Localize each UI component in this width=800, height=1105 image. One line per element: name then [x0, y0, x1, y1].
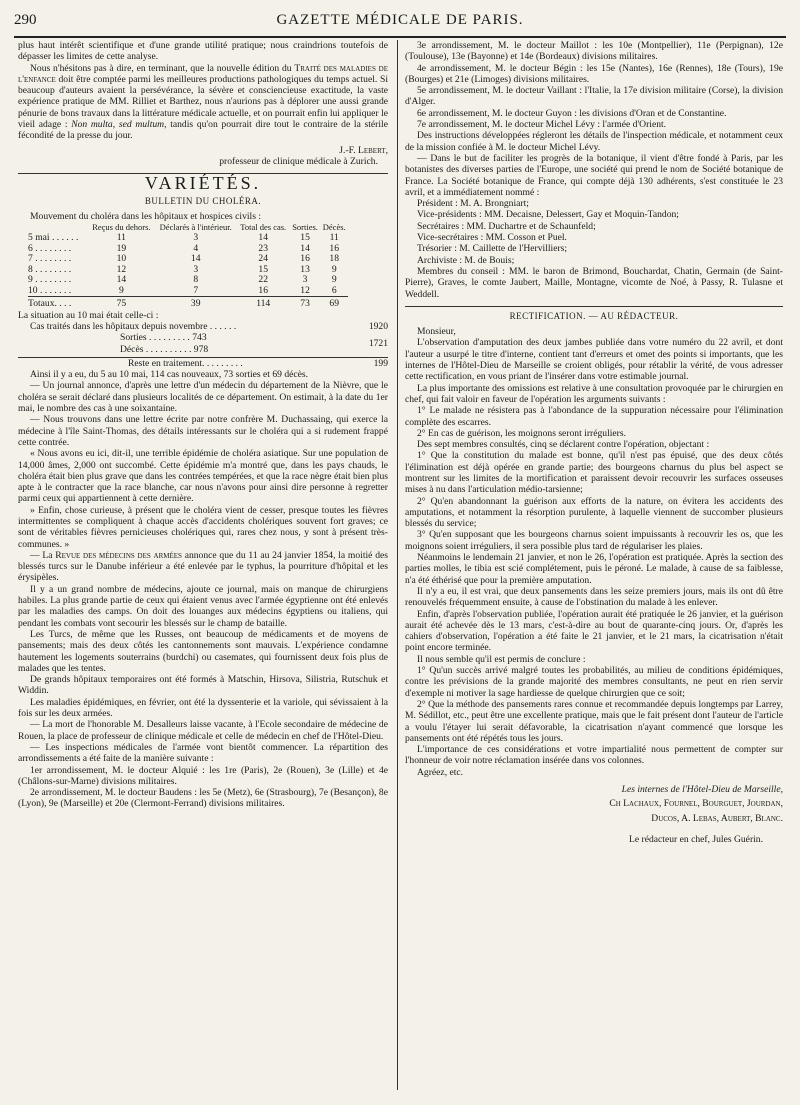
table-cell: 10 — [116, 253, 127, 265]
paragraph: 6e arrondissement, M. le docteur Guyon : les divisions d'Oran et de Constantine. — [417, 107, 727, 119]
table-total-cell: 69 — [320, 297, 348, 310]
paragraph: Des sept membres consultés, cinq se déclarent contre l'opération, objectant : — [417, 439, 710, 451]
paragraph: — Dans le but de faciliter les progrès de la botanique, il vient d'être fondé à Paris, par les botanistes des diverses parties de l'Europe, une société qui prend le nom de Société botanique de France. La Société botanique de France, qui compte déjà 130 adhérents, s'est constituée le 23 avril, et a immédiatement nommé : — [405, 152, 783, 198]
paragraph: Les maladies épidémiques, en février, ont été la dyssenterie et la variole, qui sévissaient à la fois sur les deux armées. — [18, 696, 388, 720]
paragraph: — La mort de l'honorable M. Desalleurs laisse vacante, à l'Ecole secondaire de médecine de Rouen, la place de professeur de clinique médicale et celle de médecin en chef de l'Hôtel-Dieu. — [18, 719, 388, 742]
table-row — [28, 286, 348, 297]
table-cell: 18 — [329, 253, 339, 265]
table-cell: 24 — [258, 253, 269, 265]
table-total-cell: 75 — [88, 297, 155, 310]
paragraph: 1° Le malade ne résistera pas à l'abondance de la suppuration nécessaire pour l'élimination complète des escarres. — [405, 405, 783, 428]
table-header-cell: Déclarés à l'intérieur. — [159, 222, 232, 233]
table-cell: 15 — [258, 263, 269, 275]
table-cell: 14 — [190, 253, 201, 265]
paragraph: 2e arrondissement, M. le docteur Baudens : les 5e (Metz), 6e (Strasbourg), 7e (Besançon), 8e (Lyon), 9e (Marseille) et 20e (Clermont-Ferrand) divisions militaires. — [18, 787, 388, 810]
journal-name: Revue des médecins des armées — [55, 549, 182, 561]
letter-signatories: Les internes de l'Hôtel-Dieu de Marseille, — [621, 784, 783, 795]
table-cell: 12 — [116, 263, 127, 275]
journal-title: GAZETTE MÉDICALE DE PARIS. — [276, 12, 524, 28]
salutation: Monsieur, — [417, 326, 456, 338]
table-total-cell: 73 — [290, 297, 321, 310]
reste-line — [18, 357, 388, 369]
paragraph: L'importance de ces considérations et votre impartialité nous permettent de compter sur l'honneur de voir notre réclamation insérée dans vos colonnes. — [405, 744, 783, 767]
table-cell: 14 — [116, 274, 127, 286]
table-header-cell: Reçus du dehors. — [92, 222, 151, 233]
table-caption: Mouvement du choléra dans les hôpitaux et hospices civils : — [30, 210, 261, 222]
book-title: Traité des maladies de l'enfance — [18, 62, 388, 85]
paragraph: De grands hôpitaux temporaires ont été formés à Matschin, Hirsova, Silistria, Rutschuk et Widdin. — [18, 674, 388, 697]
paragraph: 2° En cas de guérison, les moignons seront irréguliers. — [417, 427, 626, 439]
left-column — [18, 40, 388, 810]
paragraph: 7e arrondissement, M. le docteur Michel Lévy : l'armée d'Orient. — [417, 119, 667, 131]
cholera-table — [28, 222, 348, 310]
cases-value: 1920 — [368, 320, 388, 332]
text: Nous n'hésitons pas à dire, en terminant, que la nouvelle édition du — [30, 62, 292, 74]
section-rule — [405, 306, 783, 307]
bulletin-heading: BULLETIN DU CHOLÉRA. — [144, 195, 262, 206]
column-divider — [397, 40, 398, 1090]
table-cell: 16 — [300, 253, 310, 265]
paragraph: 3° Qu'en supposant que les bourgeons charnus soient impuissants à recouvrir les os, que les moignons soient irréguliers, il sera possible plus tard de régulariser les plaies. — [405, 529, 783, 552]
paragraph: Il n'y a eu, il est vrai, que deux pansements dans les seize premiers jours, mais ils ont dû être renouvelés fréquemment ensuite, à cause de l'obstination du malade à les enlever. — [405, 585, 783, 609]
table-cell: 7 . . . . . . . . — [28, 253, 72, 265]
paragraph: Il y a un grand nombre de médecins, ajoute ce journal, mais on manque de chirurgiens habiles. La plus grande partie de ceux qui étaient venus avec l'armée égyptienne ont été enlevés par les maladies des camps. On doit des louanges aux médecins égyptiens ou italiens, qui pendant les combats vont secourir les blessés sur le champ de bataille. — [18, 583, 388, 629]
reste-value: 199 — [373, 357, 388, 369]
signatory-names: Ducos, A. Lebas, Aubert, Blanc. — [651, 812, 783, 824]
signature-title: professeur de clinique médicale à Zurich. — [219, 155, 378, 167]
table-totals-row — [28, 297, 348, 310]
list-item: Président : M. A. Brongniart; — [417, 198, 529, 210]
text: — La — [30, 549, 53, 561]
table-cell: 6 . . . . . . . . — [28, 242, 72, 254]
paragraph: L'observation d'amputation des deux jambes publiée dans votre numéro du 22 avril, et dont l'auteur a usurpé le titre d'interne, contient tant d'erreurs et omet des points si importants, que les internes de l'Hôtel-Dieu de Marseille se croient obligés, pour rétablir la vérité, de vous adresser cette rectification, en vous priant de l'insérer dans votre estimable journal. — [405, 337, 783, 383]
paragraph-revue — [18, 550, 388, 584]
table-cell: 14 — [258, 232, 269, 244]
table-header-cell: Sorties. — [292, 222, 318, 233]
list-item: Secrétaires : MM. Duchartre et de Schaunfeld; — [417, 220, 596, 232]
table-cell: 9 — [331, 274, 337, 286]
sorties-label: Sorties . . . . . . . . . 743 — [120, 332, 207, 344]
paragraph: Néanmoins le lendemain 21 janvier, et non le 26, l'opération est pratiquée. Après la section des parties molles, le tibia est scié complétement, puis le péroné. Le malade, à cause de sa faiblesse, n'a été éthérisé que pour la première amputation. — [405, 552, 783, 586]
latin-adage: Non multa, sed multum, — [71, 119, 167, 131]
table-total-cell: Totaux. . . . — [28, 297, 88, 310]
table-total-cell: 114 — [237, 297, 290, 310]
table-cell: 12 — [300, 284, 310, 296]
table-cell: 4 — [193, 242, 199, 254]
paragraph: 3e arrondissement, M. le docteur Maillot : les 10e (Montpellier), 11e (Perpignan), 12e (Toulouse), 13e (Bayonne) et 14e (Bordeaux) divisions militaires. — [405, 40, 783, 63]
rectification-heading: RECTIFICATION. — AU RÉDACTEUR. — [509, 310, 679, 321]
table-cell: 15 — [300, 232, 310, 244]
paragraph: Des instructions développées régleront les détails de l'inspection médicale, et notamment ceux de la mission confiée à M. le docteur Michel Lévy. — [405, 130, 783, 153]
table-cell: 10 . . . . . . . — [28, 284, 72, 296]
section-heading: VARIÉTÉS. — [144, 173, 262, 194]
page-header — [14, 10, 786, 38]
table-body — [28, 233, 348, 310]
paragraph: 1er arrondissement, M. le docteur Alquié : les 1re (Paris), 2e (Rouen), 3e (Lille) et 4e (Châlons-sur-Marne) divisions militaires. — [18, 764, 388, 787]
table-cell: 11 — [116, 232, 126, 244]
table-cell: 9 — [118, 284, 124, 296]
paragraph: plus haut intérêt scientifique et d'une grande utilité pratique; nous craindrions toutefois de dépasser les limites de cette analyse. — [18, 40, 388, 63]
table-cell: 9 . . . . . . . . — [28, 274, 72, 286]
editor-signature: Le rédacteur en chef, Jules Guérin. — [629, 833, 763, 845]
table-header-cell: Décès. — [322, 222, 346, 233]
paragraph: Ainsi il y a eu, du 5 au 10 mai, 114 cas nouveaux, 73 sorties et 69 décès. — [30, 369, 309, 381]
deces-label: Décès . . . . . . . . . . 978 — [120, 343, 209, 355]
text: annonce que du 11 au 24 janvier 1854, la moitié des blessés turcs sur le Danube inférieur a été enlevée par le typhus, la pourriture d'hôpital et les érysipèles. — [18, 549, 388, 584]
table-cell: 14 — [300, 242, 310, 254]
table-cell: 11 — [329, 232, 339, 244]
paragraph: — Un journal annonce, d'après une lettre d'un médecin du département de la Nièvre, que le choléra se serait déclaré dans plusieurs localités de ce département. On estimait, à la date du 1er mai, le nombre des cas à une soixantaine. — [18, 380, 388, 415]
cases-label: Cas traités dans les hôpitaux depuis novembre . . . . . . — [30, 320, 237, 332]
table-cell: 3 — [193, 263, 199, 275]
table-cell: 16 — [329, 242, 339, 254]
paragraph: 2° Que la méthode des pansements rares connue et recommandée depuis longtemps par Larrey, M. Sédillot, etc., peut être une excellente pratique, mais que le fait présent dont l'auteur de l'article a voulu l'étayer lui serait défavorable, la cicatrisation n'ayant commencé que lorsque les pansements ont été répétés tous les jours. — [405, 698, 783, 744]
paragraph: 5e arrondissement, M. le docteur Vaillant : l'Italie, la 17e division militaire (Corse), la division d'Alger. — [405, 85, 783, 108]
table-cell: 19 — [116, 242, 127, 254]
paragraph: La plus importante des omissions est relative à une consultation provoquée par le chirurgien en chef, qui fait valoir en faveur de l'opération les arguments suivants : — [405, 382, 783, 405]
page-number: 290 — [14, 12, 37, 28]
table-cell: 23 — [258, 242, 269, 254]
table-total-cell: 39 — [155, 297, 237, 310]
author-name: J.-F. Lebert, — [339, 144, 388, 156]
table-cell: 8 . . . . . . . . — [28, 263, 72, 275]
text: doit être comptée parmi les meilleures productions pathologiques du temps actuel. Si beaucoup d'auteurs avaient la persévérance, la sévère et consciencieuse exactitude, la vaste expérience pratique de MM. Rilliet et Barthez, nous n'aurions pas à déplorer une aussi grande pénurie de bons travaux dans la littérature médicale actuelle, et on pourrait enfin lui appliquer le vieil adage : — [18, 73, 389, 131]
situation-text: La situation au 10 mai était celle-ci : — [18, 309, 159, 321]
paragraph: Les Turcs, de même que les Russes, ont beaucoup de médicaments et de moyens de pansements; mais des deux côtés les cantonnements sont mauvais. L'expérience condamne hautement les logements souterrains (burdchi) ou casemates, qui fournissent deux fois plus de malades que les tentes. — [18, 628, 388, 674]
paragraph: — Les inspections médicales de l'armée vont bientôt commencer. La répartition des arrondissements a été faite de la manière suivante : — [18, 741, 388, 765]
cases-line — [18, 321, 388, 332]
list-item: Vice-présidents : MM. Decaisne, Delessert, Gay et Moquin-Tandon; — [417, 209, 679, 221]
sorties-deces-labels — [30, 332, 208, 355]
quote-paragraph: « Nous avons eu ici, dit-il, une terrible épidémie de choléra asiatique. Sur une population de 14,000 âmes, 2,000 ont succombé. Cette épidémie m'a montré que, dans les pays chauds, le choléra était bien plus grave que dans les contrées tempérées, et que la race nègre était bien plus apte à le contracter que la race blanche, car nous n'avons pour ainsi dire personne à regretter parmi ceux qui appartiennent à cette dernière. — [18, 448, 388, 505]
paragraph-conclusion — [18, 63, 388, 142]
text: tandis qu'on pourrait dire tout le contraire de la stérile fécondité de la presse du jour. — [18, 119, 388, 142]
signature-name — [18, 145, 388, 156]
paragraph: 1° Qu'un succès arrivé malgré toutes les probabilités, au milieu de conditions épidémiques, contre les prévisions de la grande majorité des membres consultants, ne peut en rien servir d'exemple ni motiver la sage hardiesse de quelque chirurgien que ce soit; — [405, 665, 783, 699]
list-item: Membres du conseil : MM. le baron de Brimond, Bouchardat, Chatin, Germain (de Saint-Pierre), Graves, le comte Jaubert, Maille, Montagne, vicomte de Noé, à Passy, R. Tulasne et Weddell. — [405, 265, 783, 300]
table-cell: 16 — [258, 284, 269, 296]
paragraph: 4e arrondissement, M. le docteur Bégin : les 15e (Nantes), 16e (Rennes), 18e (Tours), 19e (Bourges) et 21e (Limoges) divisions militaires. — [405, 62, 783, 85]
paragraph: 1° Que la constitution du malade est bonne, qu'il n'est pas épuisé, que des deux côtés l'élimination est déjà opérée en grande partie; des bourgeons charnus du plus bel aspect se montrent sur les limites de la mortification et paraissent devoir recouvrir les surfaces osseuses mises à nu dans l'articulation médio-tarsienne; — [405, 450, 783, 496]
table-cell: 9 — [331, 263, 337, 275]
list-item: Vice-secrétaires : MM. Cosson et Puel. — [417, 232, 567, 244]
table-cell: 22 — [258, 274, 269, 286]
paragraph: Enfin, d'après l'observation publiée, l'opération aurait été pratiquée le 26 janvier, et la guérison aurait été achevée dès le 13 mars, c'est-à-dire au bout de quarante-cinq jours. Or, d'après les cahiers d'observation, l'opération a été faite le 21 janvier, et le 21 mars, la cicatrisation n'était point encore terminée. — [405, 608, 783, 654]
table-cell: 5 mai . . . . . . — [28, 232, 79, 244]
table-row — [28, 265, 348, 276]
reste-label: Reste en traitement. . . . . . . . . — [128, 357, 243, 369]
quote-paragraph: » Enfin, chose curieuse, à présent que le choléra vient de cesser, presque toutes les fièvres intermittentes se compliquent à chaque accès d'accidents cholériques souvent fort graves; ce sont de véritables fièvres pernicieuses cholériques qui, rares chez nous, y sont à présent très-communes. » — [18, 504, 388, 550]
paragraph: — Nous trouvons dans une lettre écrite par notre confrère M. Duchassaing, qui exerce la médecine à l'île Saint-Thomas, des détails intéressants sur le choléra qui a si rudement frappé cette contrée. — [18, 414, 388, 448]
table-cell: 3 — [193, 232, 199, 244]
signatory-names: Ch Lachaux, Fournel, Bourguet, Jourdan, — [609, 798, 783, 810]
table-cell: 3 — [302, 274, 308, 286]
right-column — [405, 40, 783, 845]
closing: Agréez, etc. — [417, 766, 464, 778]
table-cell: 7 — [193, 284, 199, 296]
paragraph: Il nous semble qu'il est permis de conclure : — [417, 653, 586, 665]
table-header-cell: Total des cas. — [240, 222, 287, 233]
list-item: Trésorier : M. Caillette de l'Hervilliers; — [417, 243, 568, 255]
paragraph: 2° Qu'en abandonnant la guérison aux efforts de la nature, on évitera les accidents des amputations, et notamment la résorption purulente, à laquelle viennent de succomber plusieurs blessés du service; — [405, 495, 783, 530]
table-cell: 13 — [300, 263, 310, 275]
sorties-deces-value: 1721 — [368, 337, 388, 349]
table-cell: 8 — [193, 274, 199, 286]
sorties-deces-line — [18, 332, 388, 355]
table-cell: 6 — [331, 284, 337, 296]
list-item: Archiviste : M. de Bouis; — [417, 254, 515, 266]
